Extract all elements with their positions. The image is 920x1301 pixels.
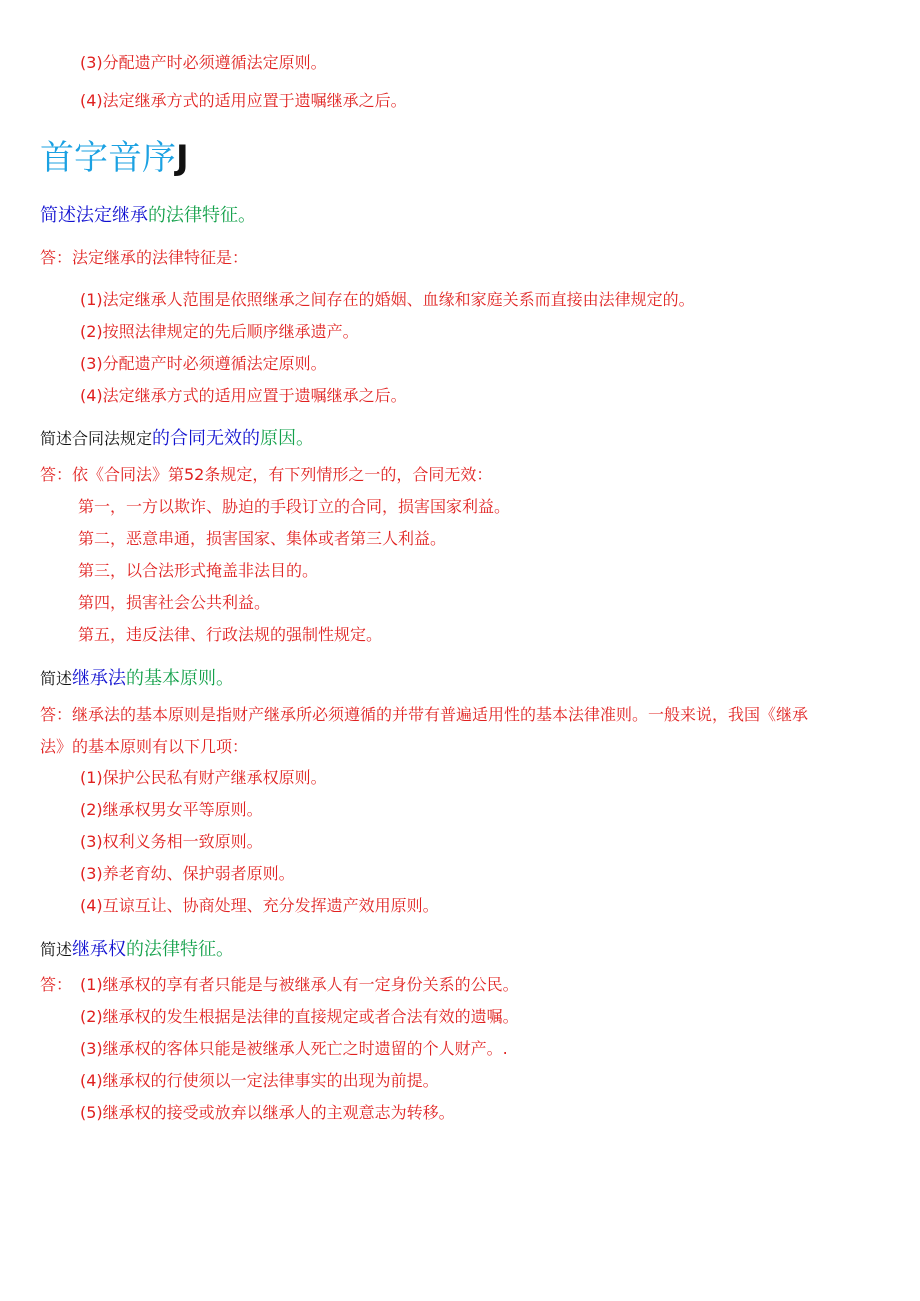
answer-3-line2: 法》的基本原则有以下几项： — [40, 737, 249, 756]
question-4 — [40, 939, 234, 961]
answer-1-item: (2)按照法律规定的先后顺序继承遗产。 — [80, 322, 359, 341]
question-1 — [40, 205, 256, 227]
answer-3-item: (1)保护公民私有财产继承权原则。 — [80, 768, 327, 787]
question-2-part1: 简述合同法规定 — [40, 429, 153, 448]
answer-4-item: (4)继承权的行使须以一定法律事实的出现为前提。 — [80, 1071, 439, 1090]
answer-4-item: (5)继承权的接受或放弃以继承人的主观意志为转移。 — [80, 1103, 455, 1122]
answer-1-item: (1)法定继承人范围是依照继承之间存在的婚姻、血缘和家庭关系而直接由法律规定的。 — [80, 290, 695, 309]
question-3-part2: 继承法 — [72, 668, 127, 689]
section-letter: J — [176, 138, 189, 178]
intro-item-4: (4)法定继承方式的适用应置于遗嘱继承之后。 — [80, 91, 407, 110]
section-heading — [40, 138, 189, 178]
answer-2-item: 第四，损害社会公共利益。 — [78, 593, 271, 612]
answer-2-item: 第五，违反法律、行政法规的强制性规定。 — [78, 625, 383, 644]
answer-2-intro: 答：依《合同法》第52条规定，有下列情形之一的，合同无效： — [40, 465, 493, 484]
question-1-part1: 简述法定继承 — [40, 205, 148, 226]
question-1-part2: 的法律特征。 — [148, 205, 256, 226]
answer-2-item: 第三，以合法形式掩盖非法目的。 — [78, 561, 319, 580]
answer-2-item: 第一，一方以欺诈、胁迫的手段订立的合同，损害国家利益。 — [78, 497, 511, 516]
answer-3-item: (4)互谅互让、协商处理、充分发挥遗产效用原则。 — [80, 896, 439, 915]
answer-4-prefix: 答： — [40, 975, 73, 994]
answer-1-item: (3)分配遗产时必须遵循法定原则。 — [80, 354, 327, 373]
intro-item-3: (3)分配遗产时必须遵循法定原则。 — [80, 53, 327, 72]
answer-3-item: (2)继承权男女平等原则。 — [80, 800, 263, 819]
answer-3-line1: 答：继承法的基本原则是指财产继承所必须遵循的并带有普遍适用性的基本法律准则。一般来说，我国《继承 — [40, 705, 809, 724]
question-4-part3: 的法律特征。 — [126, 939, 235, 960]
question-4-part2: 继承权 — [72, 939, 127, 960]
answer-4-item: (3)继承权的客体只能是被继承人死亡之时遗留的个人财产。. — [80, 1039, 508, 1058]
answer-3-item: (3)养老育幼、保护弱者原则。 — [80, 864, 295, 883]
question-3 — [40, 668, 234, 690]
answer-2-item: 第二，恶意串通，损害国家、集体或者第三人利益。 — [78, 529, 447, 548]
answer-4-item: (1)继承权的享有者只能是与被继承人有一定身份关系的公民。 — [80, 975, 519, 994]
answer-1-intro: 答：法定继承的法律特征是： — [40, 248, 249, 267]
question-2-part3: 原因。 — [260, 428, 315, 449]
question-2 — [40, 428, 314, 450]
question-3-part1: 简述 — [40, 669, 73, 688]
question-3-part3: 的基本原则。 — [126, 668, 235, 689]
answer-1-item: (4)法定继承方式的适用应置于遗嘱继承之后。 — [80, 386, 407, 405]
answer-3-item: (3)权利义务相一致原则。 — [80, 832, 263, 851]
question-2-part2: 的合同无效的 — [152, 428, 261, 449]
answer-4-item: (2)继承权的发生根据是法律的直接规定或者合法有效的遗嘱。 — [80, 1007, 519, 1026]
section-title: 首字音序 — [40, 138, 176, 178]
question-4-part1: 简述 — [40, 940, 73, 959]
